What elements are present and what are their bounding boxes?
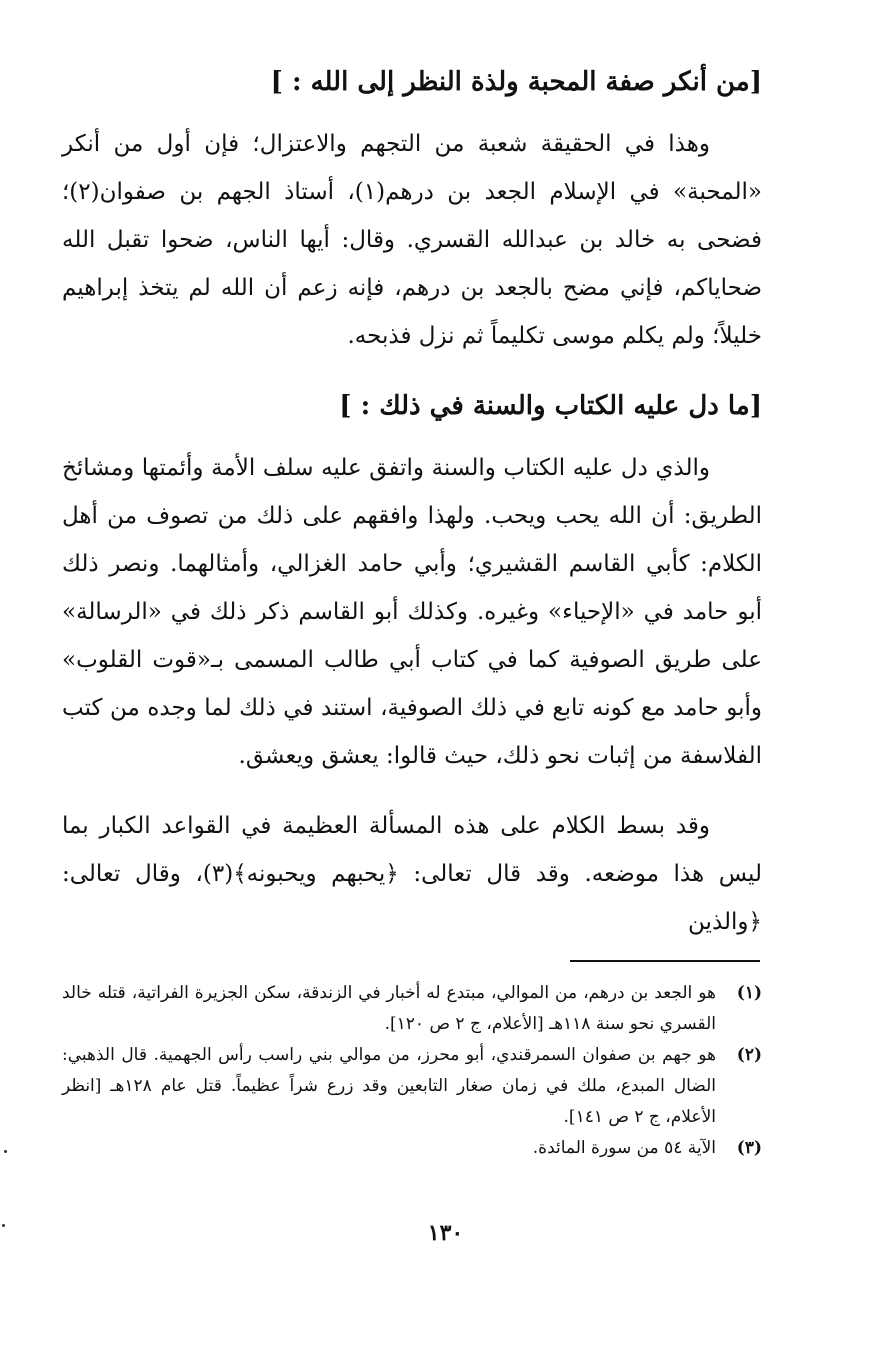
section-heading-2: [ما دل عليه الكتاب والسنة في ذلك : ]: [339, 391, 762, 421]
section-1-paragraph-1: وهذا في الحقيقة شعبة من التجهم والاعتزال؛ فإن أول من أنكر «المحبة» في الإسلام الجعد بن درهم(١)، أستاذ الجهم بن صفوان(٢)؛ فضحى به خالد بن عبدالله القسري. وقال: أيها الناس، ضحوا تقبل الله ضحاياكم، فإني مضح بالجعد بن درهم، فإنه زعم أن الله لم يتخذ إبراهيم خليلاً؛ ولم يكلم موسى تكليماً ثم نزل فذبحه.: [62, 131, 762, 349]
footnote-1-number: (١): [736, 983, 762, 1003]
footnote-2-number: (٢): [736, 1045, 762, 1065]
page-number: ١٣٠: [427, 1220, 464, 1246]
footnote-1: [62, 978, 762, 1040]
footnote-3-text: الآية ٥٤ من سورة المائدة.: [532, 1138, 716, 1158]
scan-speck: [4, 1150, 7, 1153]
section-heading-1: [من أنكر صفة المحبة ولذة النظر إلى الله : ]: [270, 67, 762, 97]
section-2-paragraph-2: وقد بسط الكلام على هذه المسألة العظيمة في القواعد الكبار بما ليس هذا موضعه. وقد قال تعالى: ﴿يحبهم ويحبونه﴾(٣)، وقال تعالى: ﴿والذين: [62, 813, 762, 935]
footnote-2: [62, 1040, 762, 1133]
footnote-divider: [570, 960, 760, 962]
main-text: [62, 62, 762, 946]
footnote-1-text: هو الجعد بن درهم، من الموالي، مبتدع له أخبار في الزندقة، سكن الجزيرة الفراتية، قتله خالد القسري نحو سنة ١١٨هـ [الأعلام، ج ٢ ص ١٢٠].: [62, 983, 716, 1034]
scan-speck: [2, 1224, 5, 1227]
footnote-3: [62, 1133, 762, 1164]
footnote-2-text: هو جهم بن صفوان السمرقندي، أبو محرز، من موالي بني راسب رأس الجهمية. قال الذهبي: الضال المبدع، ملك في زمان صغار التابعين وقد زرع شراً عظيماً. قتل عام ١٢٨هـ [انظر الأعلام، ج ٢ ص ١٤١].: [62, 1045, 717, 1127]
footnotes: [62, 978, 762, 1164]
section-2-paragraph-1: والذي دل عليه الكتاب والسنة واتفق عليه سلف الأمة وأئمتها ومشائخ الطريق: أن الله يحب ويحب. ولهذا وافقهم على ذلك من تصوف من أهل الكلام: كأبي القاسم القشيري؛ وأبي حامد الغزالي، وأمثالهما. ونصر ذلك أبو حامد في «الإحياء» وغيره. وكذلك أبو القاسم ذكر ذلك في «الرسالة» على طريق الصوفية كما في كتاب أبي طالب المسمى بـ«قوت القلوب» وأبو حامد مع كونه تابع في ذلك الصوفية، استند في ذلك لما وجده من كتب الفلاسفة من إثبات نحو ذلك، حيث قالوا: يعشق ويعشق.: [62, 455, 762, 769]
footnote-3-number: (٣): [736, 1138, 762, 1158]
